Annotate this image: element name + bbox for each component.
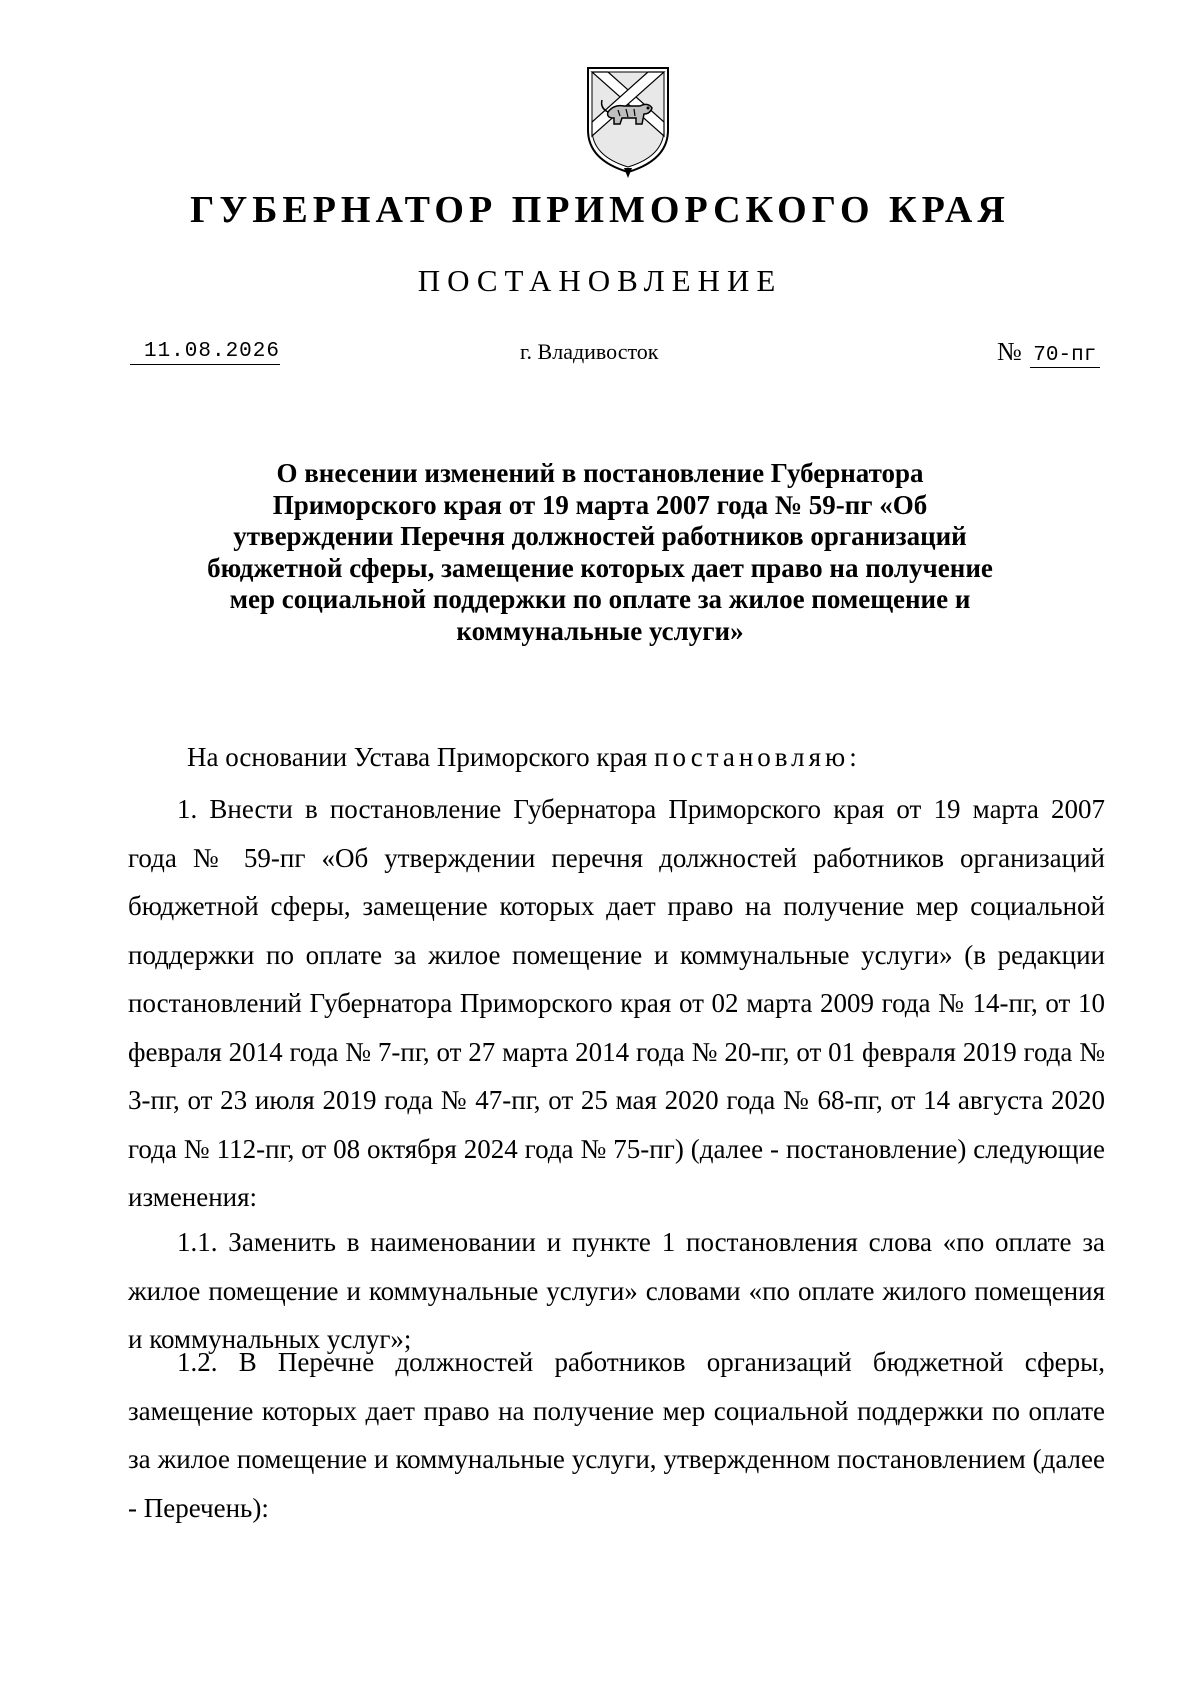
preamble-colon: : (849, 742, 857, 772)
document-date: 11.08.2026 (130, 340, 280, 365)
document-type: ПОСТАНОВЛЕНИЕ (417, 263, 783, 298)
preamble-text: На основании Устава Приморского края (187, 742, 655, 772)
paragraph-1-1: 1.1. Заменить в наименовании и пункте 1 постановления слова «по оплате за жилое помещение и коммунальные услуги» словами «по оплате жилого помещения и коммунальных услуг»; (128, 1227, 1105, 1354)
preamble-decree-word: постановляю (654, 742, 850, 772)
document-subject: О внесении изменений в постановление Губернатора Приморского края от 19 марта 2007 года № 59-пг «Об утверждении Перечня должностей работников организаций бюджетной сферы, замещение которых дает право на получение мер социальной поддержки по оплате за жилое помещение и коммунальные услуги» (207, 458, 993, 646)
number-sign: № (997, 337, 1022, 366)
document-number: 70-пг (1030, 344, 1100, 368)
paragraph-1: 1. Внести в постановление Губернатора Приморского края от 19 марта 2007 года № 59-пг «Об утверждении перечня должностей работников организаций бюджетной сферы, замещение которых дает право на получение мер социальной поддержки по оплате за жилое помещение и коммунальные услуги» (в редакции постановлений Губернатора Приморского края от 02 марта 2009 года № 14-пг, от 10 февраля 2014 года № 7-пг, от 27 марта 2014 года № 20-пг, от 01 февраля 2019 года № 3-пг, от 23 июля 2019 года № 47-пг, от 25 мая 2020 года № 68-пг, от 14 августа 2020 года № 112-пг, от 08 октября 2024 года № 75-пг) (далее - постановление) следующие изменения: (128, 794, 1105, 1212)
document-place: г. Владивосток (520, 339, 659, 364)
preamble (187, 742, 857, 772)
document-number-block (997, 337, 1100, 368)
coat-of-arms-icon (578, 60, 678, 180)
organization-title: ГУБЕРНАТОР ПРИМОРСКОГО КРАЯ (190, 189, 1010, 231)
paragraph-1-2: 1.2. В Перечне должностей работников организаций бюджетной сферы, замещение которых дает право на получение мер социальной поддержки по оплате за жилое помещение и коммунальные услуги, утвержденном постановлением (далее - Перечень): (128, 1347, 1105, 1523)
